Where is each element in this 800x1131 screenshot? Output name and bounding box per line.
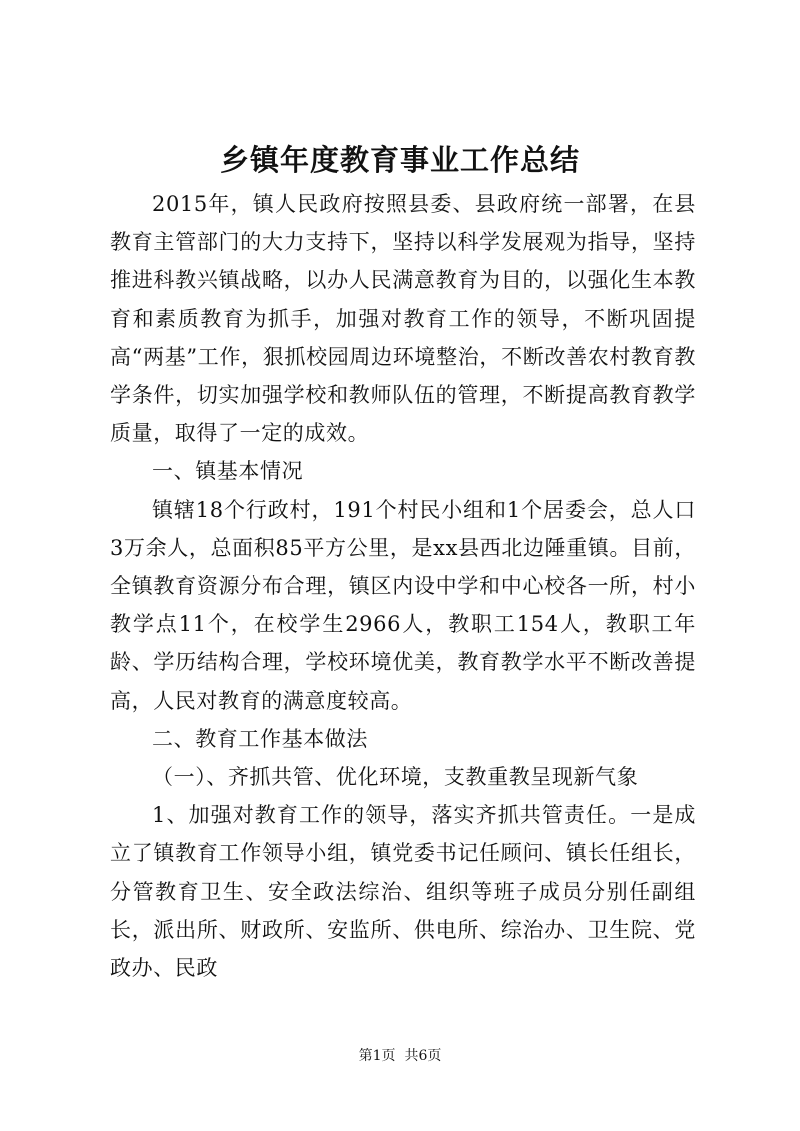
- document-body: [110, 185, 696, 987]
- section-heading-basic-practices: 二、教育工作基本做法: [152, 726, 368, 751]
- paragraph-basic-situation: 镇辖18个行政村，191个村民小组和1个居委会，总人口3万余人，总面积85平方公里，是xx县西北边陲重镇。目前，全镇教育资源分布合理，镇区内设中学和中心校各一所，村小教学点11个，在校学生2966人，教职工154人，教职工年龄、学历结构合理，学校环境优美，教育教学水平不断改善提高，人民对教育的满意度较高。: [110, 497, 696, 713]
- section-heading-basic-situation: 一、镇基本情况: [152, 459, 304, 484]
- subsection-heading-1: （一）、齐抓共管、优化环境，支教重教呈现新气象: [152, 765, 639, 790]
- page-footer: [0, 1046, 800, 1066]
- page-number: 第1页: [358, 1048, 396, 1064]
- page-total: 共6页: [404, 1048, 442, 1064]
- paragraph-intro: 2015年，镇人民政府按照县委、县政府统一部署，在县教育主管部门的大力支持下，坚持以科学发展观为指导，坚持推进科教兴镇战略，以办人民满意教育为目的，以强化生本教育和素质教育为抓手，加强对教育工作的领导，不断巩固提高“两基”工作，狠抓校园周边环境整治，不断改善农村教育教学条件，切实加强学校和教师队伍的管理，不断提高教育教学质量，取得了一定的成效。: [110, 192, 696, 446]
- document-title: 乡镇年度教育事业工作总结: [219, 143, 580, 177]
- paragraph-leadership: 1、加强对教育工作的领导，落实齐抓共管责任。一是成立了镇教育工作领导小组，镇党委书记任顾问、镇长任组长，分管教育卫生、安全政法综治、组织等班子成员分别任副组长，派出所、财政所、安监所、供电所、综治办、卫生院、党政办、民政: [110, 803, 696, 981]
